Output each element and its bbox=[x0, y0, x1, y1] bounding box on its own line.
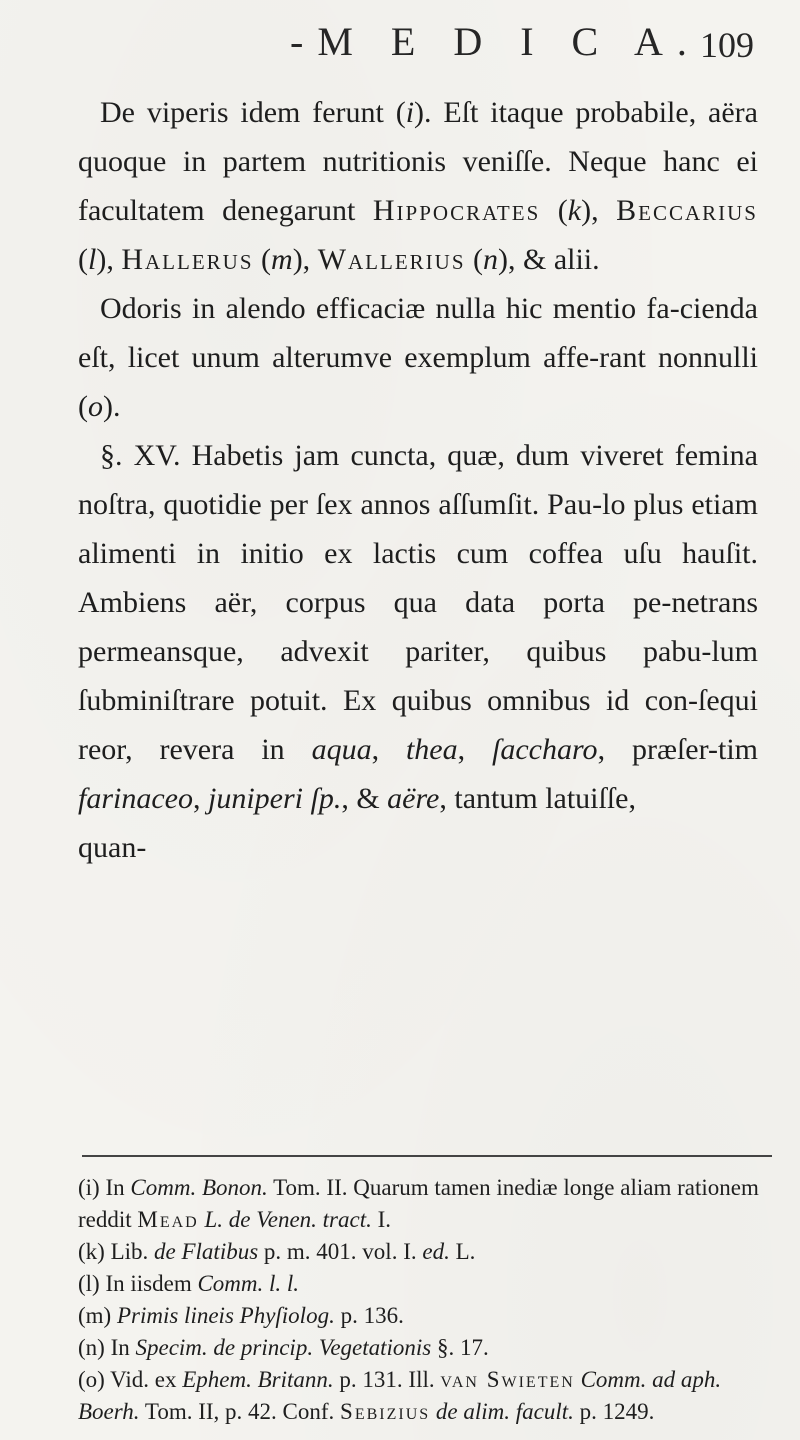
italic-term: farinaceo bbox=[78, 782, 193, 815]
author-name: Wallerius bbox=[317, 243, 466, 276]
text-run: Tom. II, p. 42. Conf. bbox=[139, 1399, 341, 1424]
footnote-ref: m bbox=[271, 243, 293, 276]
paragraph-section-xv bbox=[78, 431, 758, 823]
text-run: In iisdem bbox=[99, 1271, 198, 1296]
text-run: Lib. bbox=[104, 1239, 155, 1264]
text-run: In bbox=[104, 1335, 136, 1360]
text-run: ). bbox=[103, 390, 121, 423]
text-run: , præſer-tim bbox=[597, 733, 758, 766]
text-run: p. 1249. bbox=[573, 1399, 655, 1424]
footnote-mark: (n) bbox=[78, 1335, 105, 1360]
footnote-ref: o bbox=[88, 390, 103, 423]
catchword: quan- bbox=[78, 831, 147, 864]
italic-term: juniperi ſp. bbox=[207, 782, 342, 815]
text-run: Vid. ex bbox=[104, 1367, 183, 1392]
author-name: Beccarius bbox=[616, 194, 758, 227]
footnote-m bbox=[78, 1300, 768, 1332]
footnote-ref: l bbox=[88, 243, 97, 276]
text-run: , bbox=[192, 782, 208, 815]
footnote-n bbox=[78, 1332, 768, 1364]
text-run: Tom. II. Quarum tamen inediæ longe aliam rationem reddit bbox=[78, 1175, 759, 1232]
text-run: ), & alii. bbox=[498, 243, 600, 276]
italic-term: ſaccharo bbox=[492, 733, 598, 766]
italic-term: Specim. de princip. Vegetationis bbox=[135, 1335, 432, 1360]
footnote-mark: (k) bbox=[78, 1239, 105, 1264]
italic-term: thea bbox=[405, 733, 458, 766]
footnote-ref: k bbox=[567, 194, 582, 227]
text-run: ( bbox=[78, 243, 88, 276]
italic-term: Comm. l. l. bbox=[197, 1271, 300, 1296]
author-name: Hippocrates bbox=[372, 194, 541, 227]
text-run: ), bbox=[96, 243, 122, 276]
italic-term: Comm. ad aph. Boerh. bbox=[78, 1367, 722, 1424]
text-run: , tantum latuiſſe, bbox=[439, 782, 637, 815]
main-text bbox=[78, 88, 758, 872]
footnote-rule bbox=[82, 1155, 772, 1157]
text-run: , bbox=[457, 733, 493, 766]
text-run: I. bbox=[371, 1207, 392, 1232]
text-run: ( bbox=[465, 243, 483, 276]
footnote-mark: (m) bbox=[78, 1303, 112, 1328]
footnote-mark: (l) bbox=[78, 1271, 100, 1296]
italic-term: Comm. Bonon. bbox=[130, 1175, 268, 1200]
author-name: Hallerus bbox=[121, 243, 254, 276]
text-run: ). Eſt itaque probabile, aëra quoque in partem nutritionis veniſſe. Neque hanc ei facultatem denegarunt bbox=[78, 96, 758, 227]
text-run: p. 131. Ill. bbox=[333, 1367, 441, 1392]
italic-term: L. de Venen. tract. bbox=[204, 1207, 372, 1232]
text-run: , & bbox=[341, 782, 388, 815]
text-run: In bbox=[99, 1175, 131, 1200]
footnote-i bbox=[78, 1172, 768, 1236]
footnote-mark: (i) bbox=[78, 1175, 100, 1200]
footnote-o bbox=[78, 1364, 768, 1428]
footnote-ref: i bbox=[405, 96, 415, 129]
italic-term: de Flatibus bbox=[154, 1239, 259, 1264]
italic-term: Primis lineis Phyſiolog. bbox=[116, 1303, 335, 1328]
italic-term: aëre bbox=[387, 782, 440, 815]
page-number: 109 bbox=[700, 25, 754, 65]
text-run: ( bbox=[253, 243, 272, 276]
italic-term: aqua bbox=[311, 733, 372, 766]
footnote-k bbox=[78, 1236, 768, 1268]
paragraph-viperis bbox=[78, 88, 758, 284]
footnote-mark: (o) bbox=[78, 1367, 105, 1392]
italic-term: ed. bbox=[422, 1239, 450, 1264]
text-run: §. XV. Habetis jam cuncta, quæ, dum viveret femina noſtra, quotidie per ſex annos aſſumſit. Pau-lo plus etiam alimenti in initio ex lactis cum coffea uſu hauſit. Ambiens aër, corpus qua data porta pe-netrans permeansque, advexit pariter, quibus pabu-lum ſubminiſtrare potuit. Ex quibus omnibus id con-ſequi reor, revera in bbox=[78, 439, 758, 766]
author-name: van Swieten bbox=[440, 1367, 575, 1392]
text-run: ), bbox=[292, 243, 318, 276]
text-run: §. 17. bbox=[431, 1335, 489, 1360]
text-run: p. 136. bbox=[334, 1303, 404, 1328]
author-name: Mead bbox=[137, 1207, 199, 1232]
text-run: p. m. 401. vol. I. bbox=[258, 1239, 423, 1264]
paragraph-odoris bbox=[78, 284, 758, 431]
text-run: ( bbox=[540, 194, 568, 227]
italic-term: Ephem. Britann. bbox=[182, 1367, 334, 1392]
italic-term: de alim. facult. bbox=[435, 1399, 574, 1424]
footnotes bbox=[78, 1172, 768, 1428]
text-run: , bbox=[371, 733, 406, 766]
text-run: Odoris in alendo efficaciæ nulla hic mentio fa-cienda eſt, licet unum alterumve exemplum affe-rant nonnulli ( bbox=[78, 292, 758, 423]
footnote-l bbox=[78, 1268, 768, 1300]
text-run: ), bbox=[581, 194, 617, 227]
footnote-ref: n bbox=[483, 243, 498, 276]
text-run: L. bbox=[449, 1239, 476, 1264]
running-head: -M E D I C A. bbox=[290, 19, 701, 64]
text-run: De viperis idem ferunt ( bbox=[100, 96, 406, 129]
author-name: Sebizius bbox=[340, 1399, 431, 1424]
